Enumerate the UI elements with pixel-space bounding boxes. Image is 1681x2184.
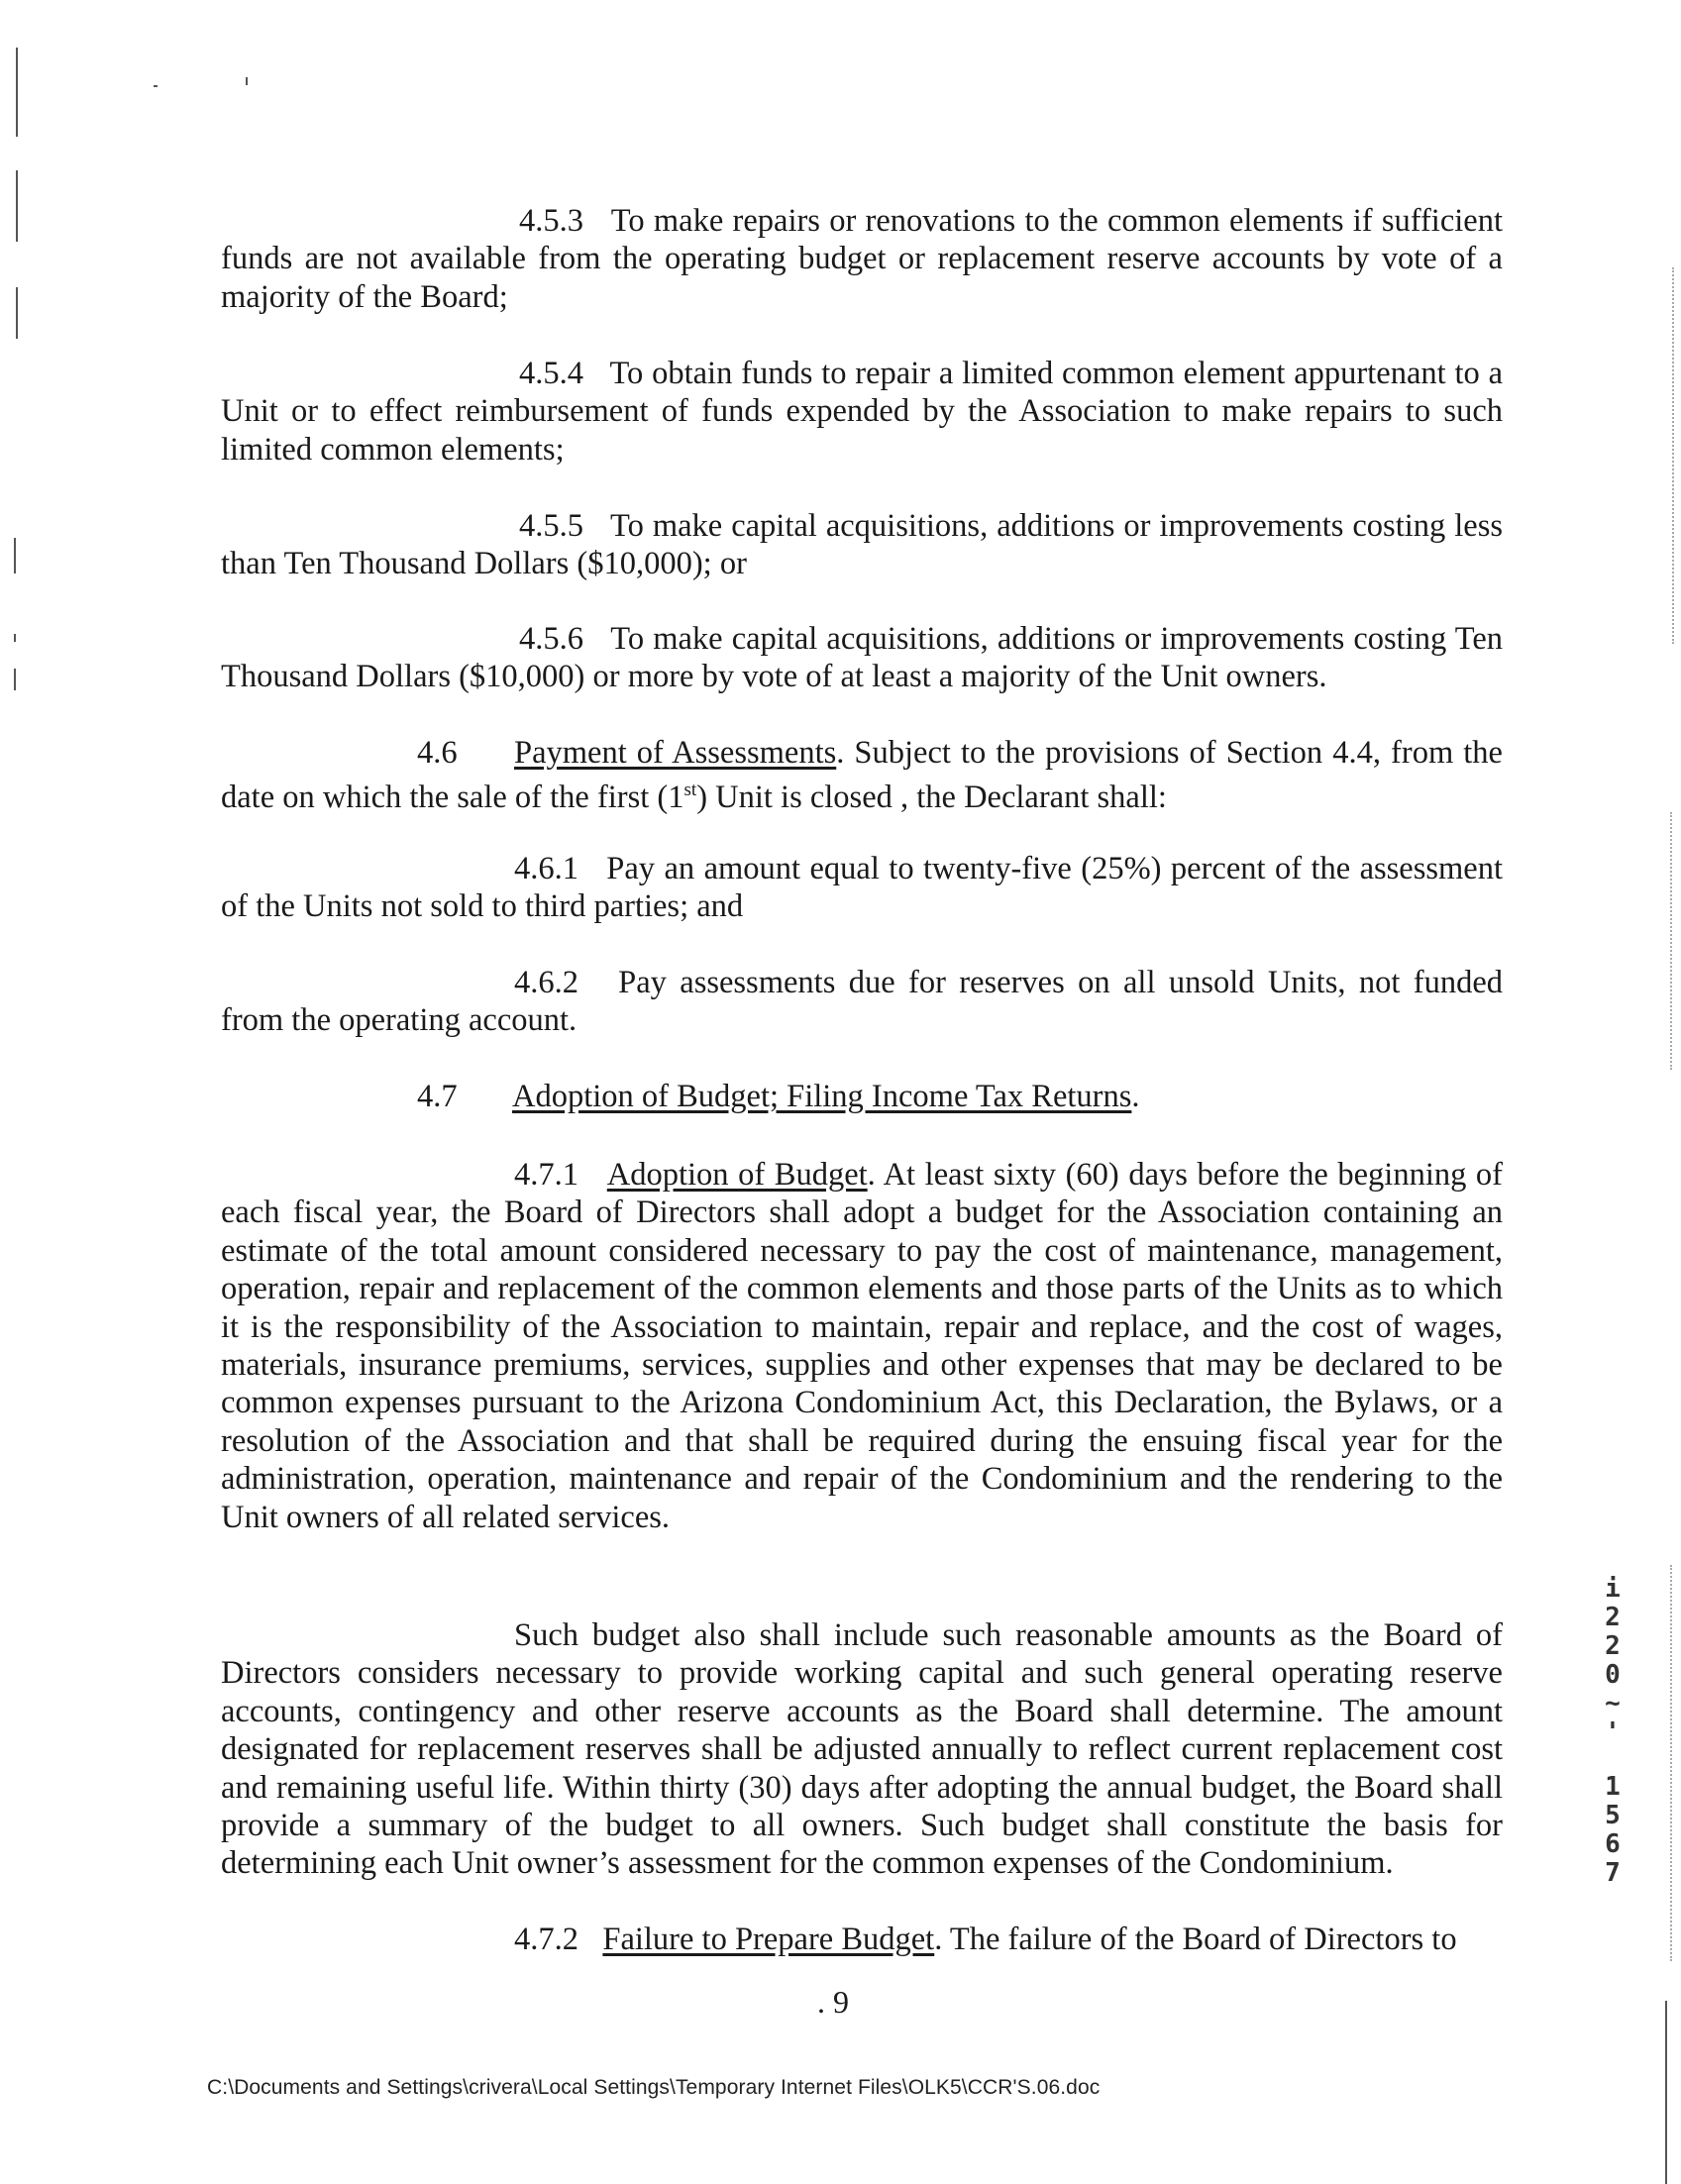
recording-stamp-lower: 1 5 6 7 bbox=[1605, 1772, 1621, 1888]
scan-edge-line bbox=[14, 634, 16, 642]
paragraph-text: To make repairs or renovations to the common elements if sufficient funds are not available from the operating budget or replacement reserve accounts by vote of a majority of the Board; bbox=[221, 203, 1503, 315]
section-number: 4.6 bbox=[417, 735, 458, 771]
section-number: 4.7.1 bbox=[514, 1157, 578, 1193]
section-heading: Payment of Assessments bbox=[514, 735, 837, 771]
paragraph-4-7-1 bbox=[221, 1156, 1503, 1536]
paragraph-text: To obtain funds to repair a limited common element appurtenant to a Unit or to effect reimbursement of funds expended by the Association to make repairs to such limited common elements; bbox=[221, 356, 1503, 468]
section-number: 4.5.6 bbox=[519, 621, 583, 657]
paragraph-text: To make capital acquisitions, additions or improvements costing Ten Thousand Dollars ($10,000) or more by vote of at least a majority of the Unit owners. bbox=[221, 621, 1503, 695]
section-heading: Adoption of Budget; Filing Income Tax Returns bbox=[512, 1079, 1132, 1114]
paragraph-text: To make capital acquisitions, additions or improvements costing less than Ten Thousand Dollars ($10,000); or bbox=[221, 508, 1503, 582]
section-heading: Adoption of Budget bbox=[606, 1157, 868, 1193]
paragraph-text: Such budget also shall include such reasonable amounts as the Board of Directors considers necessary to provide working capital and such general operating reserve accounts, contingency and other reserve accounts as the Board shall determine. The amount designated for replacement reserves shall be adjusted annually to reflect current replacement cost and remaining useful life. Within thirty (30) days after adopting the annual budget, the Board shall provide a summary of the budget to all owners. Such budget shall constitute the basis for determining each Unit owner’s assessment for the common expenses of the Condominium. bbox=[221, 1617, 1503, 1882]
paragraph-4-7-2 bbox=[221, 1921, 1503, 1958]
scan-edge-line bbox=[16, 48, 18, 137]
scan-edge-line bbox=[1665, 2001, 1667, 2184]
paragraph-4-5-3 bbox=[221, 202, 1503, 316]
scan-edge-line bbox=[16, 287, 18, 339]
paragraph-4-7 bbox=[221, 1078, 1503, 1115]
section-number: 4.5.5 bbox=[519, 508, 583, 544]
section-number: 4.5.4 bbox=[519, 356, 583, 391]
paragraph-4-5-5 bbox=[221, 507, 1503, 583]
footer-file-path: C:\Documents and Settings\crivera\Local Settings\Temporary Internet Files\OLK5\CCR'S.06.doc bbox=[207, 2076, 1101, 2099]
paragraph-text: Pay assessments due for reserves on all unsold Units, not funded from the operating account. bbox=[221, 965, 1504, 1039]
paragraph-4-6-2 bbox=[221, 964, 1503, 1040]
paragraph-text: . bbox=[1131, 1079, 1140, 1114]
section-number: 4.5.3 bbox=[519, 203, 583, 239]
scan-edge-line bbox=[14, 538, 16, 573]
paragraph-budget-continuation bbox=[221, 1616, 1503, 1883]
paragraph-text: . At least sixty (60) days before the beginning of each fiscal year, the Board of Directors shall adopt a budget for the Association containing an estimate of the total amount considered necessary to pay the cost of maintenance, management, operation, repair and replacement of the common elements and those parts of the Units as to which it is the responsibility of the Association to maintain, repair and replace, and the cost of wages, materials, insurance premiums, services, supplies and other expenses that may be declared to be common expenses pursuant to the Arizona Condominium Act, this Declaration, the Bylaws, or a resolution of the Association and that shall be required during the ensuing fiscal year for the administration, operation, maintenance and repair of the Condominium and the rendering to the Unit owners of all related services. bbox=[221, 1157, 1504, 1535]
paragraph-text: . Subject to the provisions of Section 4.4, from the date on which the sale of the first (1 bbox=[221, 735, 1503, 816]
page-number: . 9 bbox=[817, 1984, 849, 2020]
paragraph-4-6-1 bbox=[221, 850, 1503, 926]
section-number: 4.6.2 bbox=[514, 965, 578, 1000]
paragraph-4-5-4 bbox=[221, 355, 1503, 468]
scan-speck bbox=[154, 85, 158, 87]
section-heading: Failure to Prepare Budget bbox=[602, 1922, 935, 1957]
scan-edge-line bbox=[16, 170, 18, 242]
scan-edge-line bbox=[14, 669, 16, 690]
paragraph-4-6 bbox=[221, 734, 1503, 817]
paragraph-text: Pay an amount equal to twenty-five (25%) percent of the assessment of the Units not sold to third parties; and bbox=[221, 851, 1504, 925]
paragraph-4-5-6 bbox=[221, 620, 1503, 696]
section-number: 4.7.2 bbox=[514, 1922, 578, 1957]
paragraph-text: . The failure of the Board of Directors to bbox=[934, 1922, 1457, 1957]
paragraph-text: ) Unit is closed , the Declarant shall: bbox=[696, 780, 1167, 816]
recording-stamp-upper: i 2 2 0 ~ ' bbox=[1605, 1574, 1621, 1747]
superscript: st bbox=[683, 780, 697, 801]
section-number: 4.6.1 bbox=[514, 851, 578, 886]
scan-edge-dots bbox=[1672, 267, 1676, 644]
section-number: 4.7 bbox=[417, 1079, 458, 1114]
scan-edge-dots bbox=[1670, 1565, 1674, 1961]
scan-speck bbox=[246, 77, 248, 85]
scan-edge-dots bbox=[1670, 812, 1674, 1070]
